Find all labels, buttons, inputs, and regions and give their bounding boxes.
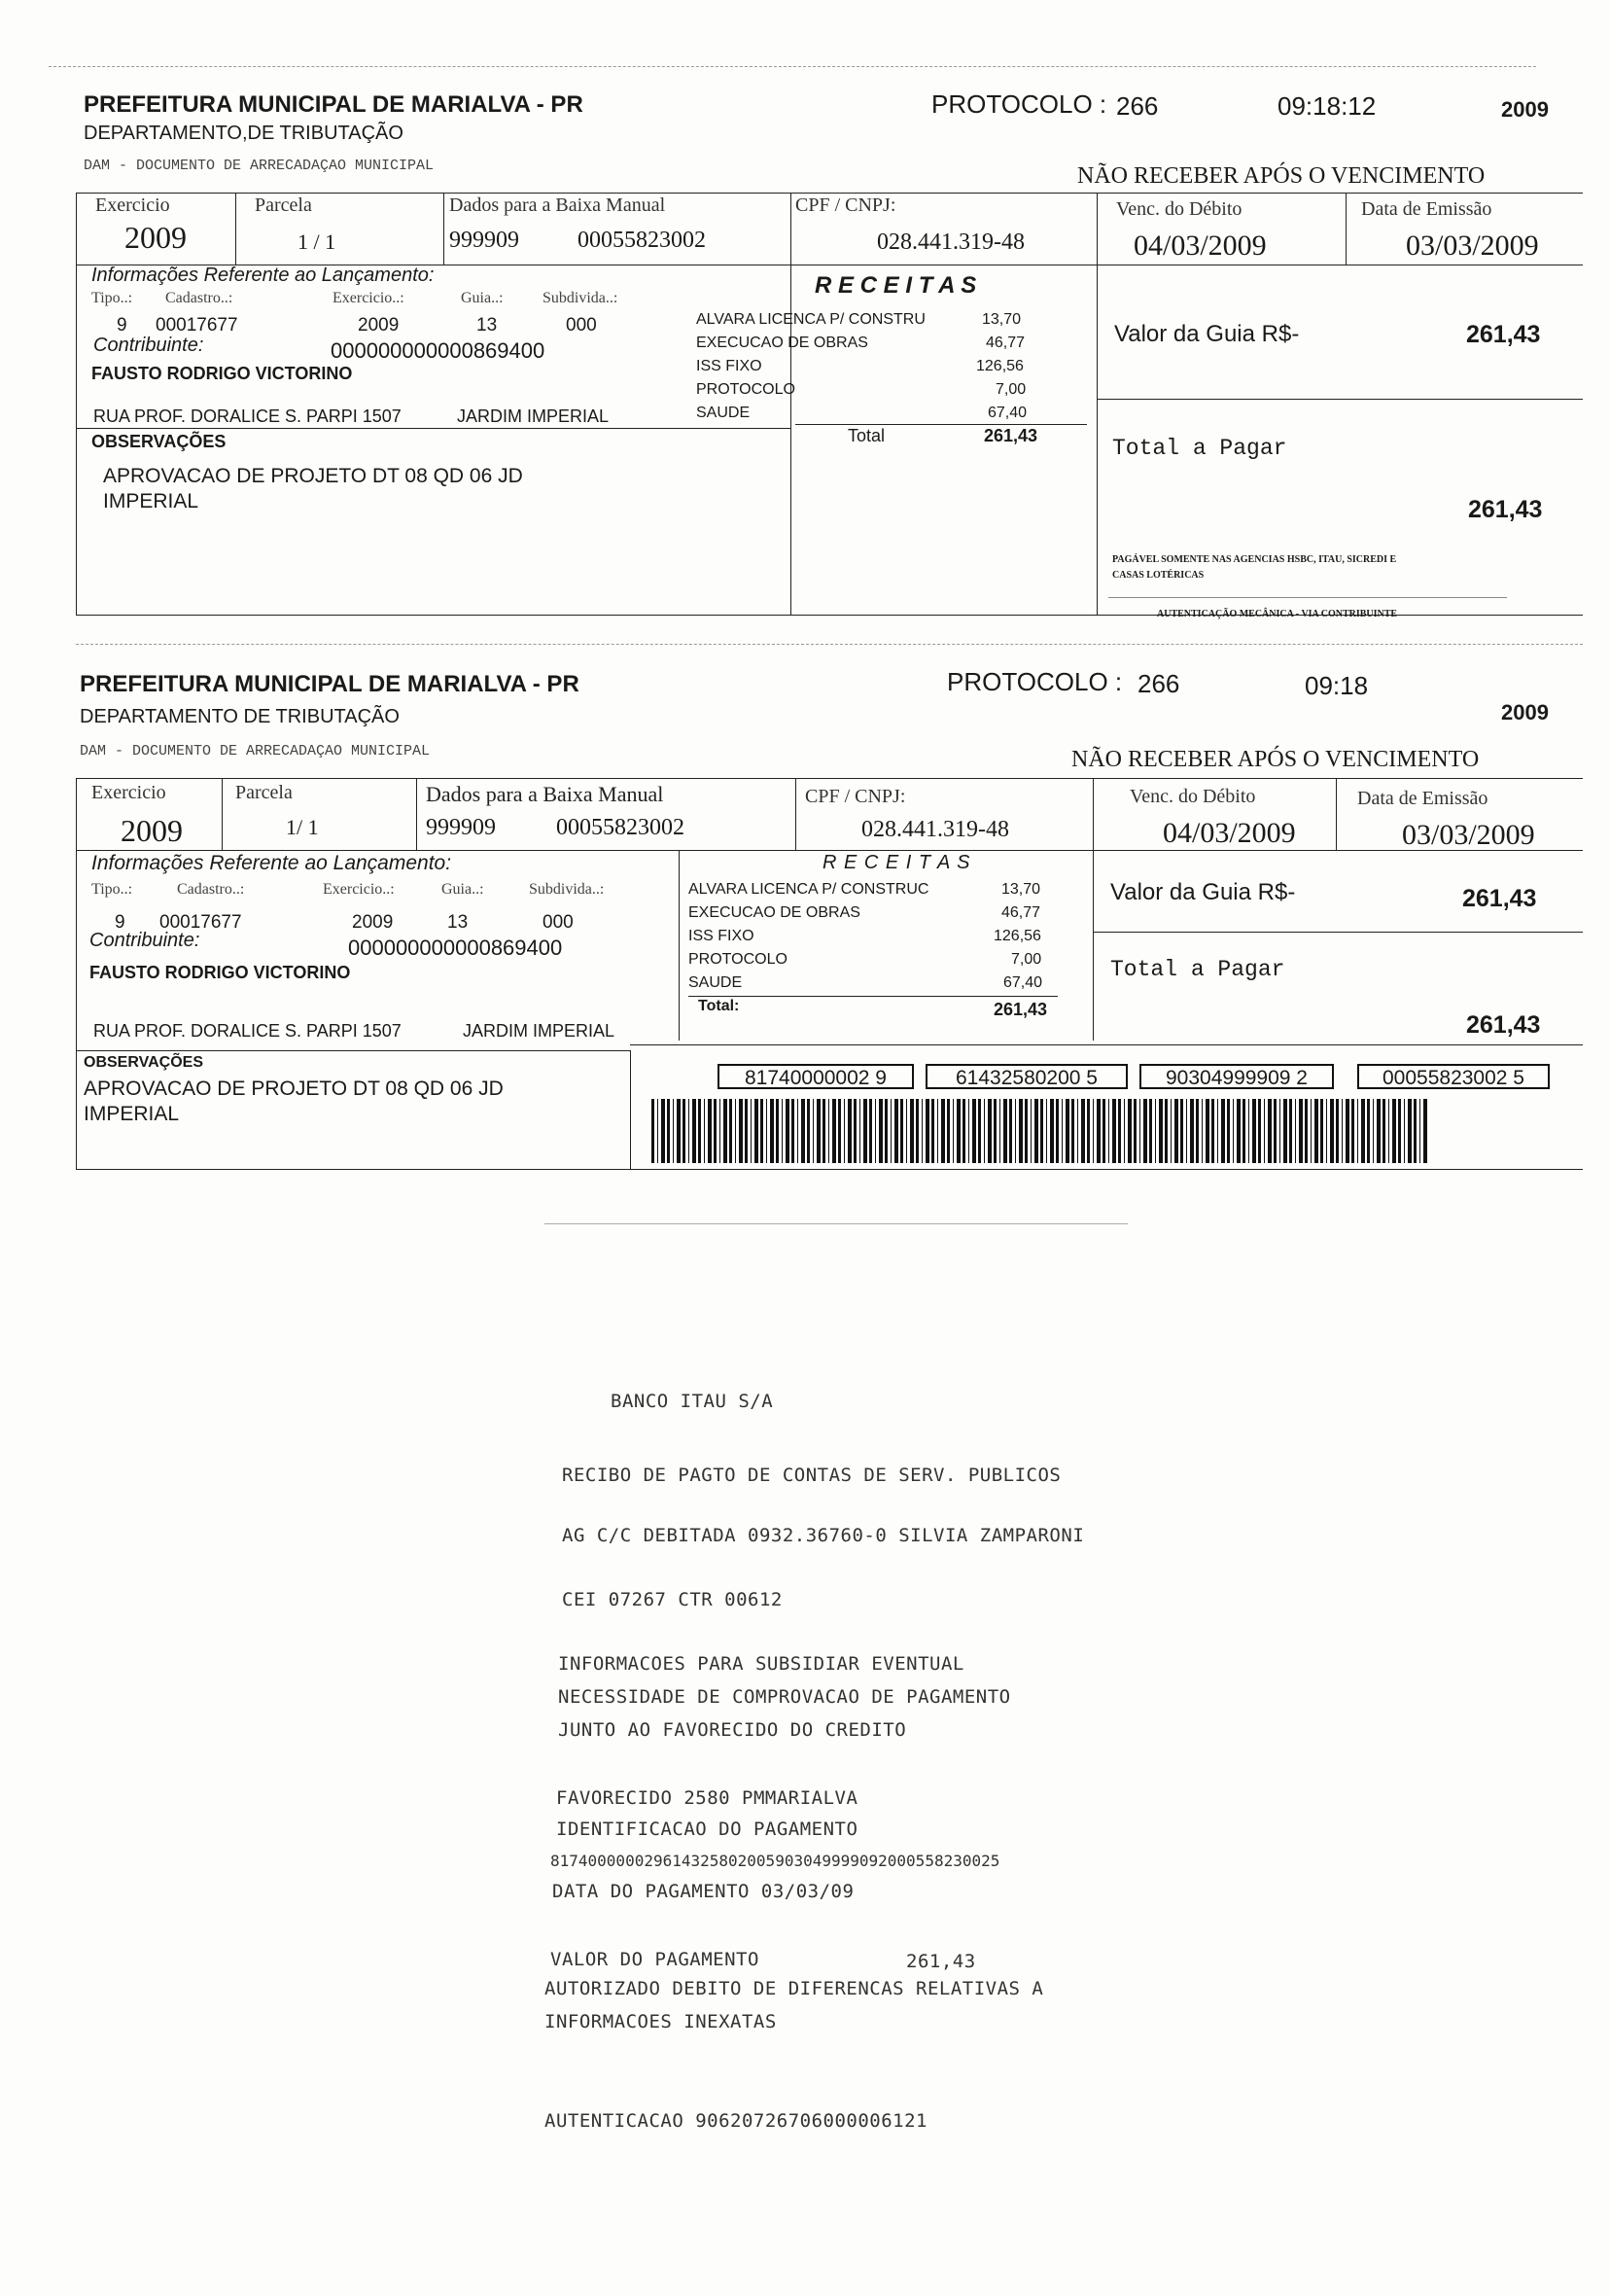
barcode-number-2: 61432580200 5 bbox=[926, 1064, 1128, 1089]
receipt-line: NECESSIDADE DE COMPROVACAO DE PAGAMENTO bbox=[558, 1686, 1011, 1708]
receita-name: ISS FIXO bbox=[688, 928, 754, 944]
slip1-dam: DAM - DOCUMENTO DE ARRECADAÇAO MUNICIPAL bbox=[84, 158, 435, 174]
slip1-cadastro: 00017677 bbox=[156, 315, 238, 336]
slip1-parcela: 1 / 1 bbox=[298, 230, 336, 254]
slip1-baixa1: 999909 bbox=[449, 228, 519, 253]
slip1-year: 2009 bbox=[1501, 97, 1549, 122]
cut-line bbox=[76, 644, 1583, 645]
slip1-baixa-label: Dados para a Baixa Manual bbox=[449, 194, 666, 216]
receipt-line: AUTENTICACAO 90620726706000006121 bbox=[544, 2110, 928, 2132]
slip2-total: 261,43 bbox=[994, 1000, 1048, 1019]
slip2-guia: 13 bbox=[447, 912, 469, 933]
receipt-line: RECIBO DE PAGTO DE CONTAS DE SERV. PUBLICOS bbox=[562, 1465, 1062, 1486]
slip2-subdivida: 000 bbox=[542, 912, 574, 933]
slip1-cadastro-label: Cadastro..: bbox=[165, 290, 233, 306]
slip2-time: 09:18 bbox=[1305, 671, 1369, 700]
slip2-dam: DAM - DOCUMENTO DE ARRECADAÇAO MUNICIPAL bbox=[80, 743, 431, 759]
slip1-tipo: 9 bbox=[117, 315, 127, 336]
slip2-emissao-label: Data de Emissão bbox=[1357, 788, 1488, 809]
barcode-number-1: 81740000002 9 bbox=[718, 1064, 914, 1089]
slip1-valor-guia-label: Valor da Guia R$- bbox=[1114, 321, 1300, 347]
slip2-contrib-name: FAUSTO RODRIGO VICTORINO bbox=[89, 963, 351, 982]
slip2-obs1: APROVACAO DE PROJETO DT 08 QD 06 JD bbox=[84, 1077, 504, 1100]
slip2-cpf: 028.441.319-48 bbox=[861, 817, 1009, 842]
slip2-total-label: Total: bbox=[698, 998, 740, 1014]
receita-value: 126,56 bbox=[994, 928, 1041, 944]
receipt-line: DATA DO PAGAMENTO 03/03/09 bbox=[552, 1881, 855, 1902]
slip1-total: 261,43 bbox=[984, 426, 1038, 445]
slip2-baixa1: 999909 bbox=[426, 815, 496, 840]
slip1-cpf-label: CPF / CNPJ: bbox=[795, 194, 896, 216]
receita-value: 7,00 bbox=[996, 381, 1027, 398]
slip1-subdivida: 000 bbox=[566, 315, 597, 336]
receita-name: SAUDE bbox=[696, 405, 751, 421]
slip1-exerc-label: Exercicio..: bbox=[332, 290, 404, 306]
slip2-address: RUA PROF. DORALICE S. PARPI 1507 bbox=[93, 1021, 402, 1041]
slip1-contrib-label: Contribuinte: bbox=[93, 335, 204, 356]
slip2-obs-label: OBSERVAÇÕES bbox=[84, 1054, 203, 1071]
receita-name: ALVARA LICENCA P/ CONSTRU bbox=[696, 311, 926, 328]
receita-name: ISS FIXO bbox=[696, 358, 762, 374]
slip1-dept: DEPARTAMENTO,DE TRIBUTAÇÃO bbox=[84, 123, 403, 144]
slip1-contrib-num: 000000000000869400 bbox=[331, 338, 545, 363]
slip1-title: PREFEITURA MUNICIPAL DE MARIALVA - PR bbox=[84, 91, 583, 118]
barcode bbox=[651, 1099, 1429, 1163]
slip1-parcela-label: Parcela bbox=[255, 194, 312, 216]
receipt-valor: 261,43 bbox=[906, 1951, 976, 1972]
receipt-line: INFORMACOES PARA SUBSIDIAR EVENTUAL bbox=[558, 1653, 964, 1675]
slip2-contrib-label: Contribuinte: bbox=[89, 930, 200, 951]
receita-name: EXECUCAO DE OBRAS bbox=[688, 904, 860, 921]
slip2-parcela-label: Parcela bbox=[235, 782, 293, 803]
slip2-total-pagar: 261,43 bbox=[1466, 1011, 1541, 1039]
receita-value: 46,77 bbox=[986, 335, 1026, 351]
receipt-line: AUTORIZADO DEBITO DE DIFERENCAS RELATIVAS A bbox=[544, 1978, 1044, 1999]
slip2-bairro: JARDIM IMPERIAL bbox=[463, 1021, 615, 1041]
slip2-nao-receber: NÃO RECEBER APÓS O VENCIMENTO bbox=[1071, 747, 1480, 772]
slip2-cpf-label: CPF / CNPJ: bbox=[805, 786, 906, 807]
top-dash-line bbox=[49, 66, 1536, 67]
slip1-baixa2: 00055823002 bbox=[578, 228, 706, 253]
receita-value: 67,40 bbox=[988, 405, 1028, 421]
slip1-bairro: JARDIM IMPERIAL bbox=[457, 406, 610, 426]
slip1-emissao-label: Data de Emissão bbox=[1361, 198, 1492, 220]
slip2-protocolo: 266 bbox=[1138, 669, 1180, 698]
barcode-number-3: 90304999909 2 bbox=[1139, 1064, 1334, 1089]
slip2-venc-label: Venc. do Débito bbox=[1130, 786, 1256, 807]
slip2-venc: 04/03/2009 bbox=[1163, 817, 1296, 849]
receipt-line: AG C/C DEBITADA 0932.36760-0 SILVIA ZAMPARONI bbox=[562, 1525, 1085, 1546]
slip1-info-label: Informações Referente ao Lançamento: bbox=[91, 265, 435, 286]
slip1-guia-label: Guia..: bbox=[461, 290, 504, 306]
slip1-time: 09:18:12 bbox=[1278, 91, 1377, 121]
receita-name: PROTOCOLO bbox=[696, 381, 795, 398]
slip2-valor-guia: 261,43 bbox=[1462, 885, 1537, 912]
receipt-bank: BANCO ITAU S/A bbox=[611, 1391, 774, 1412]
slip1-subdivida-label: Subdivida..: bbox=[542, 290, 618, 306]
receita-value: 13,70 bbox=[1001, 881, 1041, 898]
slip1-obs1: APROVACAO DE PROJETO DT 08 QD 06 JD bbox=[103, 465, 523, 487]
slip1-exercicio-label: Exercicio bbox=[95, 194, 170, 216]
slip1-obs2: IMPERIAL bbox=[103, 490, 199, 512]
receita-value: 126,56 bbox=[976, 358, 1024, 374]
slip1-emissao: 03/03/2009 bbox=[1406, 230, 1539, 262]
slip1-exercicio: 2009 bbox=[124, 220, 187, 255]
slip1-exerc: 2009 bbox=[358, 315, 400, 336]
slip2-valor-guia-label: Valor da Guia R$- bbox=[1110, 879, 1296, 905]
slip2-subdivida-label: Subdivida..: bbox=[529, 881, 605, 898]
receita-value: 67,40 bbox=[1003, 974, 1043, 991]
receita-name: SAUDE bbox=[688, 974, 743, 991]
slip2-year: 2009 bbox=[1501, 700, 1549, 724]
slip2-tipo: 9 bbox=[115, 912, 125, 933]
slip1-guia: 13 bbox=[476, 315, 498, 336]
slip1-protocolo-label: PROTOCOLO : bbox=[931, 89, 1107, 119]
slip1-total-pagar-label: Total a Pagar bbox=[1112, 436, 1287, 461]
slip1-pagavel2: CASAS LOTÉRICAS bbox=[1112, 570, 1205, 581]
slip1-contrib-name: FAUSTO RODRIGO VICTORINO bbox=[91, 364, 353, 383]
slip2-total-pagar-label: Total a Pagar bbox=[1110, 957, 1285, 982]
receipt-line: IDENTIFICACAO DO PAGAMENTO bbox=[556, 1819, 858, 1840]
slip1-obs-label: OBSERVAÇÕES bbox=[91, 432, 227, 451]
receita-name: EXECUCAO DE OBRAS bbox=[696, 335, 868, 351]
slip2-receitas-label: R E C E I T A S bbox=[822, 852, 971, 873]
slip1-total-label: Total bbox=[848, 426, 886, 445]
slip2-tipo-label: Tipo..: bbox=[91, 881, 133, 898]
slip1-venc-label: Venc. do Débito bbox=[1116, 198, 1242, 220]
slip2-obs2: IMPERIAL bbox=[84, 1103, 180, 1125]
slip2-exercicio: 2009 bbox=[121, 813, 183, 848]
slip2-info-label: Informações Referente ao Lançamento: bbox=[91, 852, 452, 874]
barcode-number-4: 00055823002 5 bbox=[1357, 1064, 1550, 1089]
slip1-tipo-label: Tipo..: bbox=[91, 290, 133, 306]
slip2-baixa-label: Dados para a Baixa Manual bbox=[426, 782, 664, 806]
slip2-exerc: 2009 bbox=[352, 912, 394, 933]
receita-name: PROTOCOLO bbox=[688, 951, 788, 968]
slip1-valor-guia: 261,43 bbox=[1466, 321, 1541, 348]
slip2-dept: DEPARTAMENTO DE TRIBUTAÇÃO bbox=[80, 706, 400, 727]
slip2-exercicio-label: Exercicio bbox=[91, 782, 166, 803]
slip1-protocolo: 266 bbox=[1116, 91, 1159, 121]
slip1-nao-receber: NÃO RECEBER APÓS O VENCIMENTO bbox=[1077, 163, 1486, 189]
receipt-line: JUNTO AO FAVORECIDO DO CREDITO bbox=[558, 1719, 907, 1741]
slip2-cadastro: 00017677 bbox=[159, 912, 242, 933]
receipt-line: INFORMACOES INEXATAS bbox=[544, 2011, 777, 2032]
slip1-venc: 04/03/2009 bbox=[1134, 230, 1267, 262]
slip2-contrib-num: 000000000000869400 bbox=[348, 936, 563, 960]
slip2-parcela: 1/ 1 bbox=[286, 815, 319, 839]
receipt-line: 817400000029614325802005903049999092000558230025 bbox=[550, 1852, 1000, 1870]
slip1-total-pagar: 261,43 bbox=[1468, 496, 1543, 523]
receita-value: 13,70 bbox=[982, 311, 1022, 328]
slip2-cadastro-label: Cadastro..: bbox=[177, 881, 245, 898]
receita-name: ALVARA LICENCA P/ CONSTRUC bbox=[688, 881, 929, 898]
receipt-line: FAVORECIDO 2580 PMMARIALVA bbox=[556, 1787, 858, 1809]
receipt-line: VALOR DO PAGAMENTO bbox=[550, 1949, 759, 1970]
slip2-title: PREFEITURA MUNICIPAL DE MARIALVA - PR bbox=[80, 671, 579, 697]
slip1-receitas-label: R E C E I T A S bbox=[815, 272, 977, 299]
slip2-exerc-label: Exercicio..: bbox=[323, 881, 395, 898]
slip2-emissao: 03/03/2009 bbox=[1402, 819, 1535, 851]
slip2-protocolo-label: PROTOCOLO : bbox=[947, 667, 1123, 696]
receipt-line: CEI 07267 CTR 00612 bbox=[562, 1589, 783, 1610]
slip2-baixa2: 00055823002 bbox=[556, 815, 684, 840]
receita-value: 46,77 bbox=[1001, 904, 1041, 921]
slip1-address: RUA PROF. DORALICE S. PARPI 1507 bbox=[93, 406, 402, 426]
slip1-cpf: 028.441.319-48 bbox=[877, 230, 1025, 255]
slip1-autentic: AUTENTICAÇÃO MECÂNICA - VIA CONTRIBUINTE bbox=[1157, 609, 1398, 619]
receita-value: 7,00 bbox=[1011, 951, 1042, 968]
slip2-guia-label: Guia..: bbox=[441, 881, 484, 898]
slip1-pagavel1: PAGÁVEL SOMENTE NAS AGENCIAS HSBC, ITAU, SICREDI E bbox=[1112, 554, 1397, 565]
